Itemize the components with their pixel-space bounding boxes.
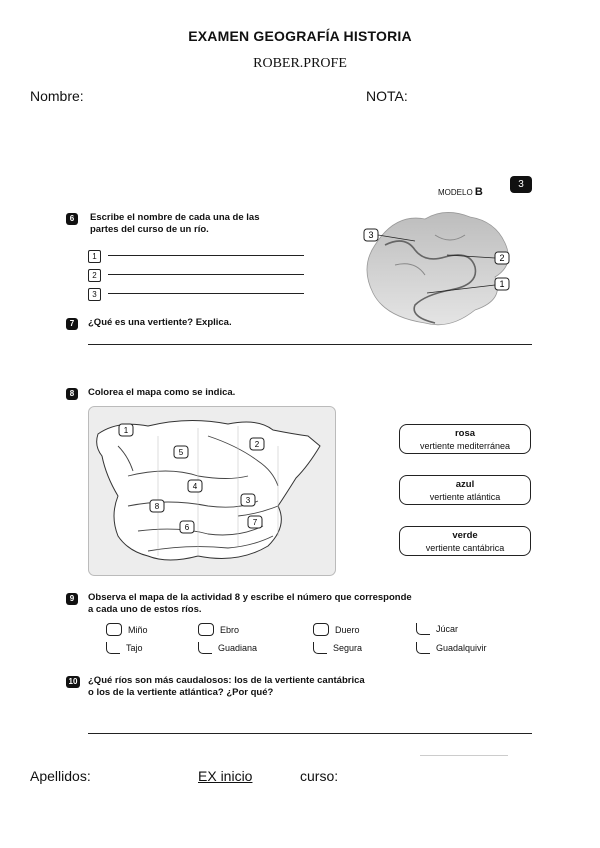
- river-name: Júcar: [436, 624, 459, 634]
- map-label-4: [188, 480, 202, 492]
- question-10-text: [88, 675, 508, 699]
- river-item-tajo[interactable]: [106, 642, 143, 654]
- svg-text:2: 2: [254, 440, 260, 449]
- page-number-badge: 3: [510, 176, 532, 193]
- river-item-ebro[interactable]: [198, 623, 239, 636]
- question-number: 10: [66, 676, 80, 688]
- svg-text:2: 2: [499, 253, 505, 263]
- legend-color-word: azul: [455, 479, 475, 490]
- map-label-8: [150, 500, 164, 512]
- modelo-letter: B: [474, 186, 483, 198]
- svg-text:8: 8: [154, 502, 160, 511]
- question-8-text: Colorea el mapa como se indica.: [88, 387, 236, 398]
- river-course-illustration: [355, 205, 525, 330]
- legend-color-word: verde: [452, 530, 478, 541]
- river-name: Miño: [128, 624, 148, 635]
- question-7: [66, 315, 78, 333]
- question-9-text: [88, 592, 508, 616]
- svg-text:4: 4: [192, 482, 198, 491]
- question-6: [66, 210, 78, 228]
- answer-line-2[interactable]: [108, 274, 304, 275]
- river-item-guadiana[interactable]: [198, 642, 257, 654]
- legend-description: vertiente mediterránea: [419, 441, 511, 451]
- exercise-label: EX inicio: [198, 768, 253, 784]
- grade-label: NOTA:: [366, 88, 408, 104]
- question-10: [66, 673, 80, 691]
- answer-line-q7[interactable]: [88, 344, 532, 345]
- question-9-line2: a cada uno de estos ríos.: [88, 604, 202, 615]
- river-name: Duero: [335, 624, 360, 635]
- page-footer-rule: [420, 755, 508, 756]
- river-item-segura[interactable]: [313, 642, 362, 654]
- river-name: Tajo: [126, 643, 143, 653]
- legend-azul: [399, 475, 531, 505]
- river-name: Segura: [333, 643, 363, 653]
- question-number: 6: [66, 213, 78, 225]
- blank-number: 3: [88, 288, 101, 301]
- legend-rosa: [399, 424, 531, 454]
- legend-description: vertiente cantábrica: [425, 543, 505, 553]
- river-name: Guadiana: [218, 643, 258, 653]
- map-label-7: [248, 516, 262, 528]
- svg-text:6: 6: [184, 523, 190, 532]
- river-item-duero[interactable]: [313, 623, 360, 636]
- question-6-text: [90, 212, 320, 236]
- question-10-line1: ¿Qué ríos son más caudalosos: los de la vertiente cantábrica: [88, 675, 365, 686]
- map-label-5: [174, 446, 188, 458]
- teacher-name: ROBER.PROFE: [253, 56, 347, 71]
- answer-box[interactable]: [198, 623, 214, 636]
- answer-box[interactable]: [198, 642, 212, 654]
- answer-box[interactable]: [416, 623, 430, 635]
- question-8: [66, 385, 78, 403]
- course-label: curso:: [300, 768, 339, 784]
- map-label-3: [241, 494, 255, 506]
- answer-blank-3[interactable]: [88, 284, 101, 302]
- svg-text:3: 3: [245, 496, 251, 505]
- answer-blank-2[interactable]: [88, 265, 101, 283]
- svg-text:7: 7: [252, 518, 258, 527]
- svg-text:1: 1: [123, 426, 129, 435]
- name-label: Nombre:: [30, 88, 84, 104]
- question-6-line2: partes del curso de un río.: [90, 224, 209, 235]
- answer-line-3[interactable]: [108, 293, 304, 294]
- answer-box[interactable]: [106, 623, 122, 636]
- blank-number: 1: [88, 250, 101, 263]
- map-label-1: [119, 424, 133, 436]
- answer-line-1[interactable]: [108, 255, 304, 256]
- svg-text:5: 5: [178, 448, 184, 457]
- question-6-line1: Escribe el nombre de cada una de las: [90, 212, 260, 223]
- legend-color-word: rosa: [454, 428, 476, 439]
- modelo-indicator: [438, 186, 483, 198]
- question-number: 7: [66, 318, 78, 330]
- question-9-line1: Observa el mapa de la actividad 8 y escribe el número que corresponde: [88, 592, 412, 603]
- surname-label: Apellidos:: [30, 768, 91, 784]
- answer-box[interactable]: [313, 642, 327, 654]
- river-name: Guadalquivir: [436, 643, 487, 653]
- svg-text:1: 1: [499, 279, 505, 289]
- question-number: 8: [66, 388, 78, 400]
- question-10-line2: o los de la vertiente atlántica? ¿Por qué?: [88, 687, 274, 698]
- river-item-guadalquivir[interactable]: [416, 642, 487, 654]
- legend-verde: [399, 526, 531, 556]
- answer-box[interactable]: [106, 642, 120, 654]
- question-9: [66, 590, 78, 608]
- answer-box[interactable]: [416, 642, 430, 654]
- map-label-2: [250, 438, 264, 450]
- answer-box[interactable]: [313, 623, 329, 636]
- question-number: 9: [66, 593, 78, 605]
- svg-text:3: 3: [368, 230, 374, 240]
- answer-blank-1[interactable]: [88, 246, 101, 264]
- legend-description: vertiente atlántica: [429, 492, 501, 502]
- river-name: Ebro: [220, 624, 240, 635]
- answer-line-q10[interactable]: [88, 733, 532, 734]
- modelo-label: MODELO: [438, 188, 473, 197]
- exam-title: EXAMEN GEOGRAFÍA HISTORIA: [188, 28, 412, 44]
- blank-number: 2: [88, 269, 101, 282]
- spain-rivers-map: [88, 406, 336, 576]
- river-item-mino[interactable]: [106, 623, 148, 636]
- map-label-6: [180, 521, 194, 533]
- question-7-text: ¿Qué es una vertiente? Explica.: [88, 317, 232, 328]
- river-item-jucar[interactable]: [416, 623, 458, 635]
